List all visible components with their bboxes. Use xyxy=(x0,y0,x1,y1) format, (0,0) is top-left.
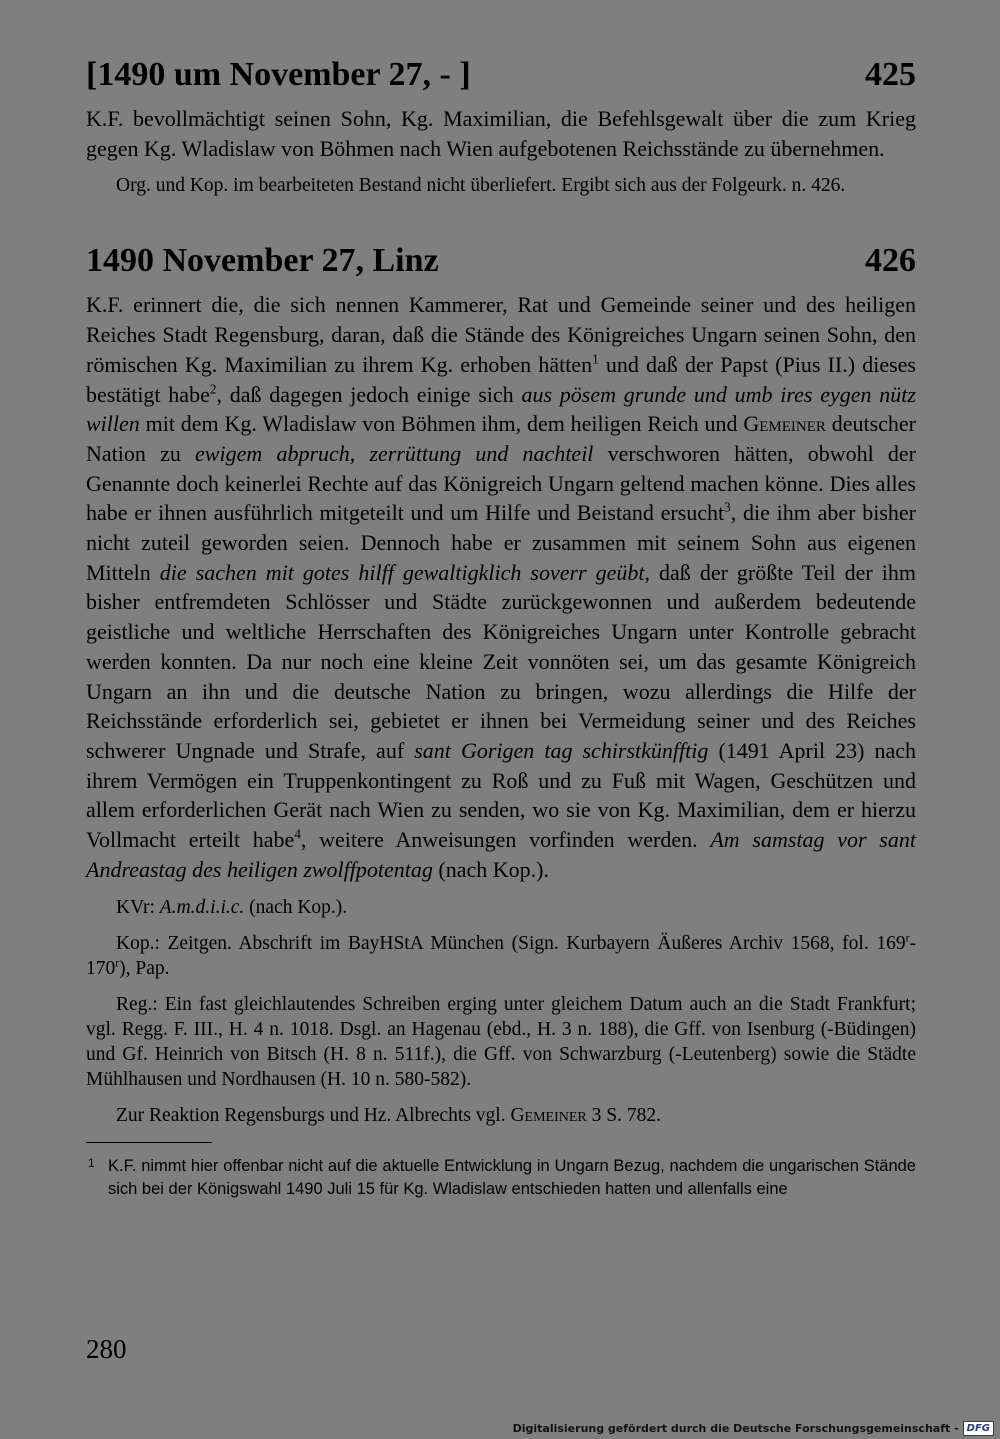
quote-text: Am samstag vor sant Andreastag des heiligen zwolffpotentag xyxy=(86,827,916,882)
kop-text: ), Pap. xyxy=(119,958,170,980)
reg-note: Reg.: Ein fast gleichlautendes Schreiben erging unter gleichem Datum auch an die Stadt Frankfurt; vgl. Regg. F. III., H. 4 n. 1018. Dsgl. an Hagenau (ebd., H. 3 n. 188), die Gff. von Isenburg (-Büdingen) und Gf. Heinrich von Bitsch (H. 8 n. 511f.), die Gff. von Schwarzburg (-Leutenberg) sowie die Städte Mühlhausen und Nordhausen (H. 10 n. 580-582). xyxy=(86,994,916,1091)
author-name: Gemeiner xyxy=(743,411,826,437)
kop-text: -170 xyxy=(86,933,916,980)
footnote-mark: 1 xyxy=(88,1156,95,1171)
reaction-text: 3 S. 782. xyxy=(586,1105,661,1127)
kop-sup: r xyxy=(905,931,910,945)
kvr-line xyxy=(86,895,916,920)
footnote-rule xyxy=(86,1142,212,1143)
page-number: 280 xyxy=(86,1334,127,1364)
entry-426-number: 426 xyxy=(865,242,916,280)
entry-426-heading xyxy=(86,241,916,281)
body-text: und daß der Papst (Pius II.) dieses bestätigt habe xyxy=(86,351,916,407)
body-text: verschworen hätten, obwohl der Genannte doch keinerlei Rechte auf das Königreich Ungarn geltend machen könne. Dies alles habe er ihnen ausführlich mitgeteilt und um Hilfe und Beistand ersucht xyxy=(86,440,916,526)
kop-text: Kop.: Zeitgen. Abschrift im BayHStA München (Sign. Kurbayern Äußeres Archiv 1568, fol. 169 xyxy=(116,933,906,955)
body-text: K.F. erinnert die, die sich nennen Kammerer, Rat und Gemeinde seiner und des heiligen Reiches Stadt Regensburg, daran, daß die Stände des Königreiches Ungarn seinen Sohn, den römischen Kg. Maximilian zu ihrem Kg. erhoben hätten xyxy=(86,292,916,377)
entry-425-summary: K.F. bevollmächtigt seinen Sohn, Kg. Maximilian, die Befehlsgewalt über die zum Krieg gegen Kg. Wladislaw von Böhmen nach Wien aufgebotenen Reichsstände zu übernehmen. xyxy=(86,106,916,161)
dfg-logo: DFG xyxy=(963,1421,994,1436)
quote-text: die sachen mit gotes hilff gewaltigklich soverr geübt xyxy=(159,559,645,585)
credit-text: Digitalisierung gefördert durch die Deutsche Forschungsgemeinschaft - xyxy=(512,1422,959,1435)
entry-425-date: [1490 um November 27, - ] xyxy=(86,56,471,93)
entry-426-date: 1490 November 27, Linz xyxy=(86,242,439,280)
body-text: deutscher Nation zu xyxy=(86,411,916,466)
body-text: mit dem Kg. Wladislaw von Böhmen ihm, dem heiligen Reich und xyxy=(139,411,744,437)
body-text: , daß dagegen jedoch einige sich xyxy=(216,381,522,407)
body-text: (1491 April 23) nach ihrem Vermögen ein Truppenkontingent zu Roß und zu Fuß mit Wagen, Geschützen und allem erforderlichen Gerät nach Wien zu senden, wo sie von Kg. Maximilian, dem er hierzu Vollmacht erteilt habe xyxy=(86,737,917,853)
quote-text: aus pösem grunde und umb ires eygen nütz willen xyxy=(86,381,916,437)
footnote-ref-4: 4 xyxy=(294,826,301,842)
footnote-ref-3: 3 xyxy=(724,500,731,515)
entry-426-body xyxy=(86,290,916,884)
kvr-label: KVr: xyxy=(116,897,160,919)
footnote-text: K.F. nimmt hier offenbar nicht auf die aktuelle Entwicklung in Ungarn Bezug, nachdem die ungarischen Stände sich bei der Königswahl 1490 Juli 15 für Kg. Wladislaw entschieden hatten und allenfalls eine xyxy=(108,1157,916,1199)
entry-425-number: 425 xyxy=(865,56,916,93)
kop-sup: r xyxy=(115,956,120,970)
footnote-ref-2: 2 xyxy=(209,381,217,397)
kvr-value: A.m.d.i.i.c. xyxy=(159,897,245,919)
kvr-suffix: (nach Kop.). xyxy=(244,897,348,919)
body-text: , die ihm aber bisher nicht zuteil geworden seien. Dennoch habe er zusammen mit seinem Sohn aus eigenen Mitteln xyxy=(86,500,916,585)
funding-credit xyxy=(513,1421,994,1436)
reaction-note xyxy=(86,1103,916,1128)
body-text: , weitere Anweisungen vorfinden werden. xyxy=(300,827,711,853)
kop-note xyxy=(86,931,916,981)
footnote-1 xyxy=(86,1155,916,1201)
quote-text: sant Gorigen tag schirstkünfftig xyxy=(414,737,709,763)
quote-text: ewigem abpruch, zerrüttung und nachteil xyxy=(195,440,594,466)
body-text: , daß der größte Teil der ihm bisher entfremdeten Schlösser und Städte zurückgewonnen und außerdem bedeutende geistliche und weltliche Herrschaften des Königreiches Ungarn unter Kontrolle gebracht werden konnten. Da nur noch eine kleine Zeit vonnöten sei, um das gesamte Königreich Ungarn an ihn und die deutsche Nation zu bringen, wozu allerdings die Hilfe der Reichsstände erforderlich sei, gebietet er ihnen bei Vermeidung seiner und des Reiches schwerer Ungnade und Strafe, auf xyxy=(86,559,916,763)
author-name: Gemeiner xyxy=(510,1105,587,1127)
body-text: (nach Kop.). xyxy=(432,856,549,882)
entry-425-heading xyxy=(86,55,916,95)
document-page xyxy=(86,0,916,1201)
footnote-ref-1: 1 xyxy=(592,351,599,367)
reaction-text: Zur Reaktion Regensburgs und Hz. Albrechts vgl. xyxy=(116,1105,511,1127)
entry-425-note: Org. und Kop. im bearbeiteten Bestand nicht überliefert. Ergibt sich aus der Folgeurk. n. 426. xyxy=(116,175,846,197)
